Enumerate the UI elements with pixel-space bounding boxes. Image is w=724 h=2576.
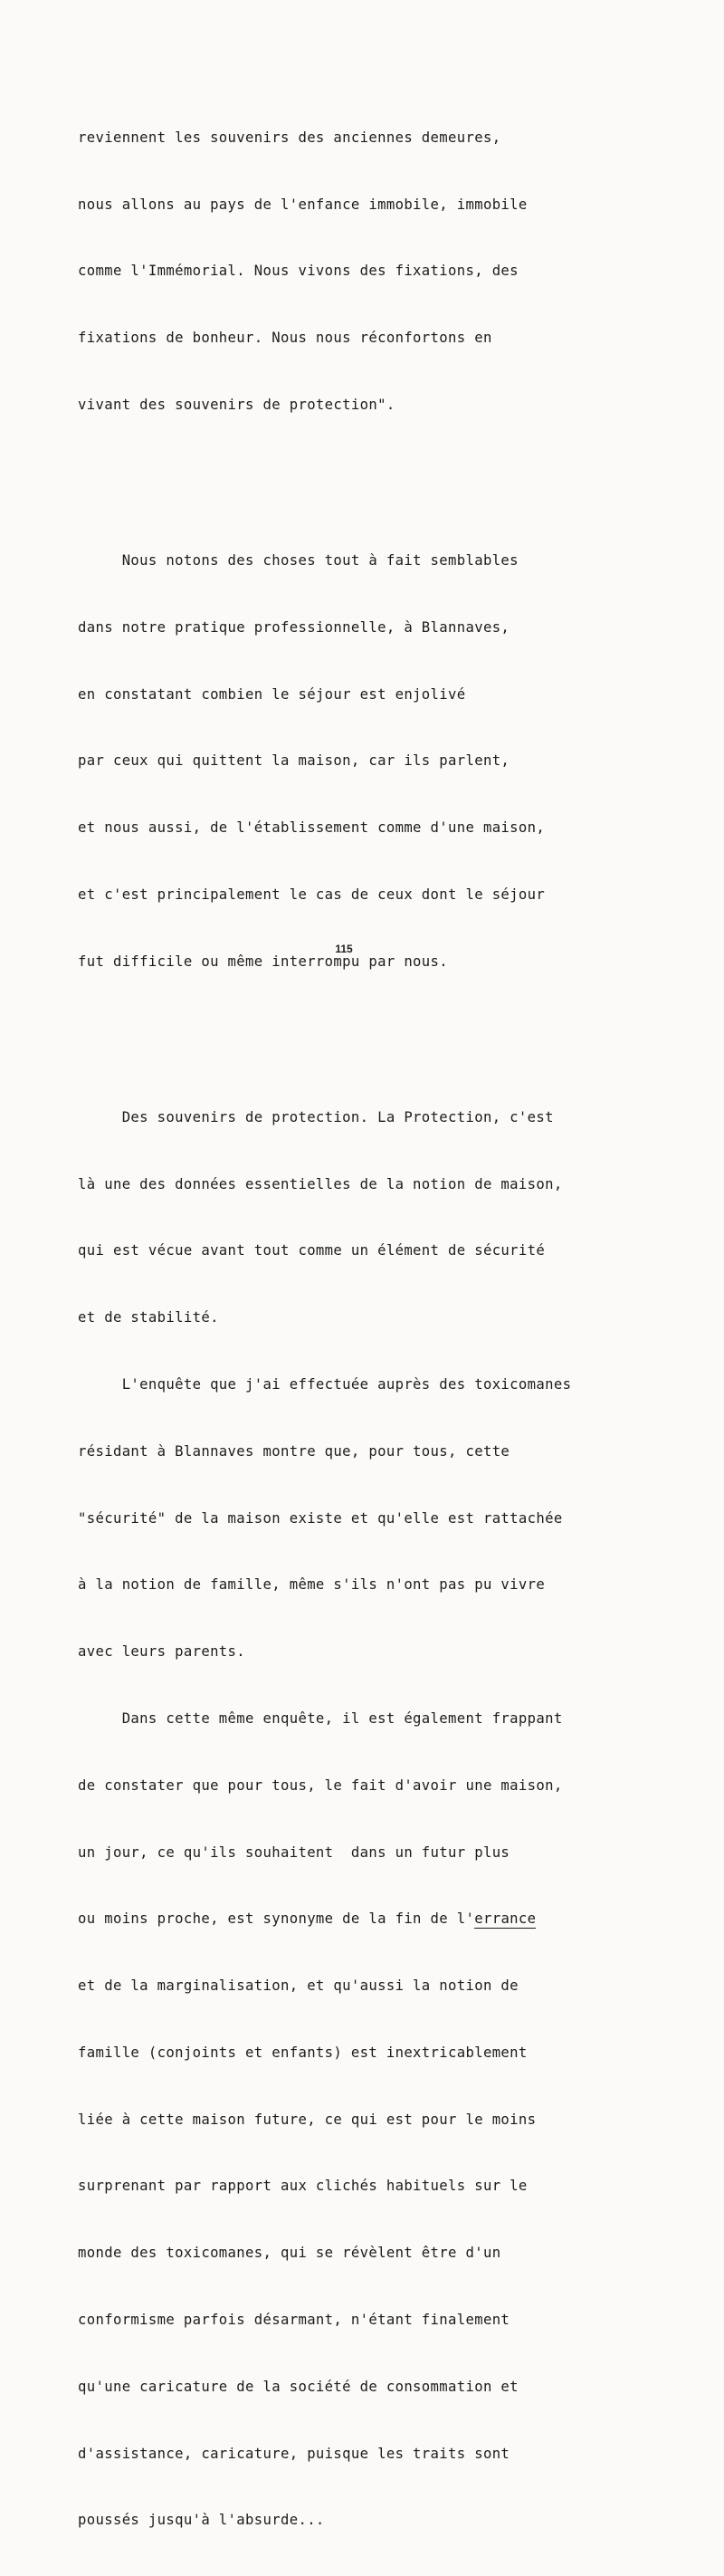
text-line: qui est vécue avant tout comme un élément de sécurité xyxy=(78,1242,546,1259)
text-segment: ou moins proche, est synonyme de la fin de l' xyxy=(78,1910,475,1928)
text-line: Dans cette même enquête, il est également frappant xyxy=(78,1709,563,1727)
text-line: d'assistance, caricature, puisque les traits sont xyxy=(78,2445,510,2462)
text-line: fixations de bonheur. Nous nous réconfortons en xyxy=(78,330,492,347)
text-line: vivant des souvenirs de protection". xyxy=(78,396,395,413)
text-line: Des souvenirs de protection. La Protection, c'est xyxy=(78,1108,554,1125)
text-line: dans notre pratique professionnelle, à Blannaves, xyxy=(78,618,510,636)
text-line-with-underline xyxy=(78,1908,675,1930)
text-line: "sécurité" de la maison existe et qu'elle est rattachée xyxy=(78,1509,563,1527)
text-line: par ceux qui quittent la maison, car ils parlent, xyxy=(78,752,510,770)
text-line: et de stabilité. xyxy=(78,1309,219,1326)
text-line: reviennent les souvenirs des anciennes demeures, xyxy=(78,129,501,146)
underlined-word: errance xyxy=(474,1910,537,1928)
text-line: L'enquête que j'ai effectuée auprès des toxicomanes xyxy=(78,1376,572,1393)
text-line: et nous aussi, de l'établissement comme d'une maison, xyxy=(78,819,546,837)
text-line: en constatant combien le séjour est enjolivé xyxy=(78,685,466,703)
text-line: comme l'Immémorial. Nous vivons des fixations, des xyxy=(78,263,519,280)
body-text xyxy=(78,60,675,2576)
text-line: là une des données essentielles de la notion de maison, xyxy=(78,1175,563,1192)
text-line: liée à cette maison future, ce qui est pour le moins xyxy=(78,2111,537,2128)
text-line: nous allons au pays de l'enfance immobile, immobile xyxy=(78,196,528,213)
text-line: résidant à Blannaves montre que, pour tous, cette xyxy=(78,1442,510,1460)
text-line: à la notion de famille, même s'ils n'ont pas pu vivre xyxy=(78,1576,546,1594)
text-line: avec leurs parents. xyxy=(78,1643,246,1661)
text-line: qu'une caricature de la société de consommation et xyxy=(78,2378,519,2395)
text-line: monde des toxicomanes, qui se révèlent être d'un xyxy=(78,2245,501,2262)
text-line: fut difficile ou même interrompu par nous. xyxy=(78,953,449,970)
paragraph-gap xyxy=(78,1018,675,1040)
text-line: conformisme parfois désarmant, n'étant finalement xyxy=(78,2311,510,2328)
paragraph-gap xyxy=(78,461,675,484)
text-line: Nous notons des choses tout à fait semblables xyxy=(78,552,519,570)
text-line: un jour, ce qu'ils souhaitent dans un futur plus xyxy=(78,1843,510,1861)
text-line: et c'est principalement le cas de ceux dont le séjour xyxy=(78,886,546,903)
text-line: famille (conjoints et enfants) est inextricablement xyxy=(78,2044,528,2061)
page-number: 115 xyxy=(335,943,353,955)
text-line: surprenant par rapport aux clichés habituels sur le xyxy=(78,2178,528,2195)
text-line: poussés jusqu'à l'absurde... xyxy=(78,2512,325,2529)
text-line: et de la marginalisation, et qu'aussi la notion de xyxy=(78,1977,519,1995)
text-line: de constater que pour tous, le fait d'avoir une maison, xyxy=(78,1776,563,1794)
